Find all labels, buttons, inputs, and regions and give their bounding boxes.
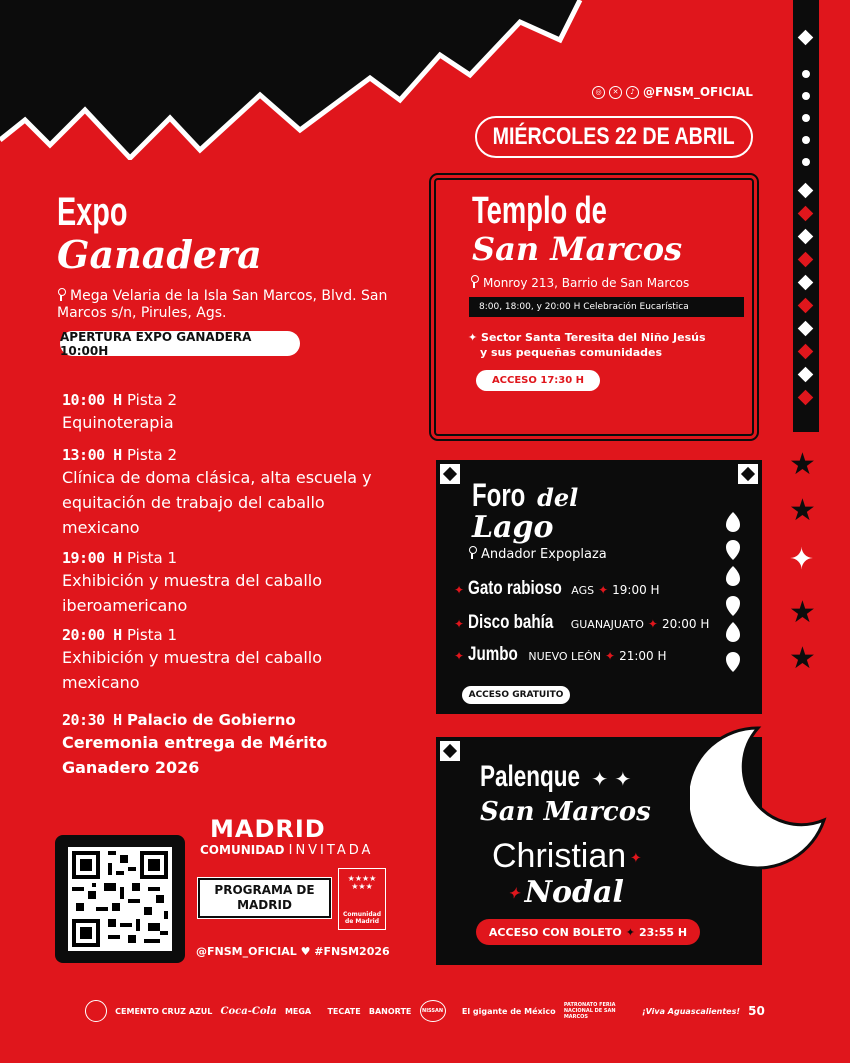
diamond-icon xyxy=(798,275,814,291)
diamond-icon xyxy=(798,321,814,337)
templo-celebration-bar: 8:00, 18:00, y 20:00 H Celebración Eucarística xyxy=(469,297,744,317)
instagram-icon: ◎ xyxy=(592,86,605,99)
templo-acceso-badge: ACCESO 17:30 H xyxy=(476,370,600,391)
templo-card xyxy=(434,178,754,436)
sponsor-mega: MEGA xyxy=(284,1006,312,1016)
drop-icon xyxy=(726,512,740,534)
diamond-icon xyxy=(798,367,814,383)
templo-sector-line2: y sus pequeñas comunidades xyxy=(480,346,663,359)
schedule-item xyxy=(62,710,402,780)
dot-icon xyxy=(802,92,810,100)
expo-address-text: Mega Velaria de la Isla San Marcos, Blvd. San Marcos s/n, Pirules, Ags. xyxy=(57,288,388,321)
star-icon: ★ xyxy=(789,447,816,482)
templo-title-line1: Templo de xyxy=(472,190,607,232)
schedule-item xyxy=(62,390,402,435)
diamond-icon xyxy=(798,390,814,406)
palenque-title-line1 xyxy=(480,759,631,794)
comunidad-madrid-logo xyxy=(338,868,386,930)
schedule-location: Pista 1 xyxy=(126,626,178,644)
diamond-icon xyxy=(798,229,814,245)
sparkle-icon: ✦ xyxy=(789,542,815,577)
programa-madrid-button[interactable]: PROGRAMA DE MADRID xyxy=(198,878,331,918)
date-pill xyxy=(475,116,753,158)
schedule-location: Pista 2 xyxy=(126,391,178,409)
sponsor-banorte: BANORTE xyxy=(368,1006,412,1016)
location-pin-icon xyxy=(468,546,476,559)
sponsor-seal-logo xyxy=(85,1000,107,1022)
act-hour: 21:00 H xyxy=(619,649,667,663)
expo-title-line1: Expo xyxy=(57,190,128,234)
dot-icon xyxy=(802,114,810,122)
sponsor-row xyxy=(85,996,765,1026)
palenque-acceso-hour: 23:55 H xyxy=(639,925,688,939)
palenque-title-word: Palenque xyxy=(480,760,581,793)
sponsor-cruz-azul: CEMENTO CRUZ AZUL xyxy=(115,1006,213,1016)
templo-sector xyxy=(468,330,728,360)
sponsor-viva-ags: ¡Viva Aguascalientes! xyxy=(641,1006,740,1016)
location-pin-icon xyxy=(470,275,478,288)
palenque-artist-line1 xyxy=(492,837,642,876)
tiktok-icon: ♪ xyxy=(626,86,639,99)
sponsor-patronato: PATRONATO FERIA NACIONAL DE SAN MARCOS xyxy=(563,1002,616,1020)
star-icon: ★ xyxy=(789,595,816,630)
sparkle-icon: ✦ ✦ xyxy=(591,767,632,791)
foro-address-text: Andador Expoplaza xyxy=(481,547,607,562)
sparkle-icon: ✦ xyxy=(625,925,635,939)
diamond-icon xyxy=(798,298,814,314)
sparkle-icon: ✦ xyxy=(508,886,525,902)
act-row xyxy=(454,644,667,666)
dot-icon xyxy=(802,70,810,78)
drop-icon xyxy=(726,650,740,672)
act-name: Jumbo xyxy=(468,644,518,665)
expo-apertura-badge: APERTURA EXPO GANADERA 10:00H xyxy=(60,331,300,356)
date-text: MIÉRCOLES 22 DE ABRIL xyxy=(492,123,736,150)
drop-icon xyxy=(726,566,740,588)
dot-icon xyxy=(802,136,810,144)
palenque-artist-line2 xyxy=(508,875,624,910)
foro-address xyxy=(468,546,607,562)
schedule-description: Equinoterapia xyxy=(62,413,174,432)
schedule-description: Exhibición y muestra del caballo mexicano xyxy=(62,648,322,692)
sparkle-icon: ✦ xyxy=(454,617,465,631)
sparkle-icon: ✦ xyxy=(454,583,465,597)
diamond-corner-icon xyxy=(440,464,460,484)
madrid-title: MADRID xyxy=(210,815,326,843)
foro-title-del: del xyxy=(537,483,579,512)
schedule-item xyxy=(62,548,402,618)
expo-address xyxy=(57,288,417,322)
schedule-time: 19:00 H xyxy=(62,549,122,567)
sparkle-icon: ✦ xyxy=(626,849,642,866)
diamond-icon xyxy=(798,183,814,199)
templo-title-line2: San Marcos xyxy=(472,230,683,268)
act-origin: AGS xyxy=(571,584,595,597)
templo-address-text: Monroy 213, Barrio de San Marcos xyxy=(483,276,690,290)
star-icon: ★ xyxy=(789,493,816,528)
diamond-icon xyxy=(798,252,814,268)
drop-icon xyxy=(726,538,740,560)
sparkle-icon: ✦ xyxy=(468,331,482,344)
templo-sector-line1: Sector Santa Teresita del Niño Jesús xyxy=(481,331,706,344)
sparkle-icon: ✦ xyxy=(598,583,609,597)
qr-pattern xyxy=(68,847,172,951)
madrid-subtitle xyxy=(200,843,373,858)
moon-icon xyxy=(690,722,830,872)
act-name: Gato rabioso xyxy=(468,578,562,599)
act-origin: NUEVO LEÓN xyxy=(528,650,602,663)
qr-code-icon xyxy=(68,847,172,951)
expo-title-line2: Ganadera xyxy=(57,232,262,277)
diamond-icon xyxy=(798,344,814,360)
act-origin: GUANAJUATO xyxy=(570,618,644,631)
schedule-description: Clínica de doma clásica, alta escuela y equitación de trabajo del caballo mexicano xyxy=(62,468,372,537)
foro-card xyxy=(436,460,762,714)
foro-acceso-badge: ACCESO GRATUITO xyxy=(462,686,570,704)
diamond-icon xyxy=(798,30,814,46)
schedule-description: Ceremonia entrega de Mérito Ganadero 2026 xyxy=(62,733,328,777)
foro-title-line2: Lago xyxy=(472,510,554,545)
madrid-logo-name: Comunidad de Madrid xyxy=(342,911,381,925)
sponsor-tecate: TECATE xyxy=(327,1006,361,1016)
diamond-icon xyxy=(798,206,814,222)
qr-code[interactable] xyxy=(55,835,185,963)
sponsor-nissan: NISSAN xyxy=(420,1000,446,1022)
star-icon: ★ xyxy=(789,641,816,676)
artist-last-name: Nodal xyxy=(524,875,624,910)
schedule-item xyxy=(62,445,402,540)
schedule-item xyxy=(62,625,402,695)
madrid-stars: ★★★★ ★★★ xyxy=(347,874,377,891)
x-icon: ✕ xyxy=(609,86,622,99)
act-hour: 19:00 H xyxy=(612,583,660,597)
sparkle-icon: ✦ xyxy=(454,649,465,663)
palenque-acceso-text: ACCESO CON BOLETO xyxy=(488,925,622,939)
foro-title-line1 xyxy=(472,476,578,514)
templo-address xyxy=(470,275,689,290)
palenque-acceso-badge xyxy=(476,919,700,945)
act-row xyxy=(454,612,709,634)
schedule-location: Pista 2 xyxy=(126,446,178,464)
drop-icon xyxy=(726,594,740,616)
madrid-comunidad: COMUNIDAD xyxy=(200,843,285,857)
act-row xyxy=(454,578,660,600)
decorative-strip xyxy=(793,0,819,432)
schedule-location: Palacio de Gobierno xyxy=(126,711,296,729)
social-handle: @FNSM_OFICIAL xyxy=(643,85,753,99)
artist-first-name: Christian xyxy=(492,837,627,875)
sponsor-50-aniversario: 50 xyxy=(748,1004,765,1018)
schedule-location: Pista 1 xyxy=(126,549,178,567)
schedule-time: 10:00 H xyxy=(62,391,122,409)
sponsor-coca-cola: Coca-Cola xyxy=(220,1005,277,1017)
drop-icon xyxy=(726,622,740,644)
schedule-time: 13:00 H xyxy=(62,446,122,464)
sponsor-gigante: El gigante de México xyxy=(461,1006,556,1016)
schedule-description: Exhibición y muestra del caballo iberoamericano xyxy=(62,571,322,615)
footer-social: @FNSM_OFICIAL ♥ #FNSM2026 xyxy=(196,945,390,958)
dot-icon xyxy=(802,158,810,166)
sparkle-icon: ✦ xyxy=(605,649,616,663)
schedule-time: 20:00 H xyxy=(62,626,122,644)
schedule-time: 20:30 H xyxy=(62,711,122,729)
palenque-title-line2: San Marcos xyxy=(480,797,651,827)
social-handle-row xyxy=(592,85,753,99)
diamond-corner-icon xyxy=(738,464,758,484)
act-name: Disco bahía xyxy=(468,612,554,633)
act-hour: 20:00 H xyxy=(661,617,710,631)
diamond-corner-icon xyxy=(440,741,460,761)
madrid-invitada: INVITADA xyxy=(288,843,374,858)
sparkle-icon: ✦ xyxy=(647,617,658,631)
foro-title-word: Foro xyxy=(472,477,526,513)
location-pin-icon xyxy=(57,288,65,301)
